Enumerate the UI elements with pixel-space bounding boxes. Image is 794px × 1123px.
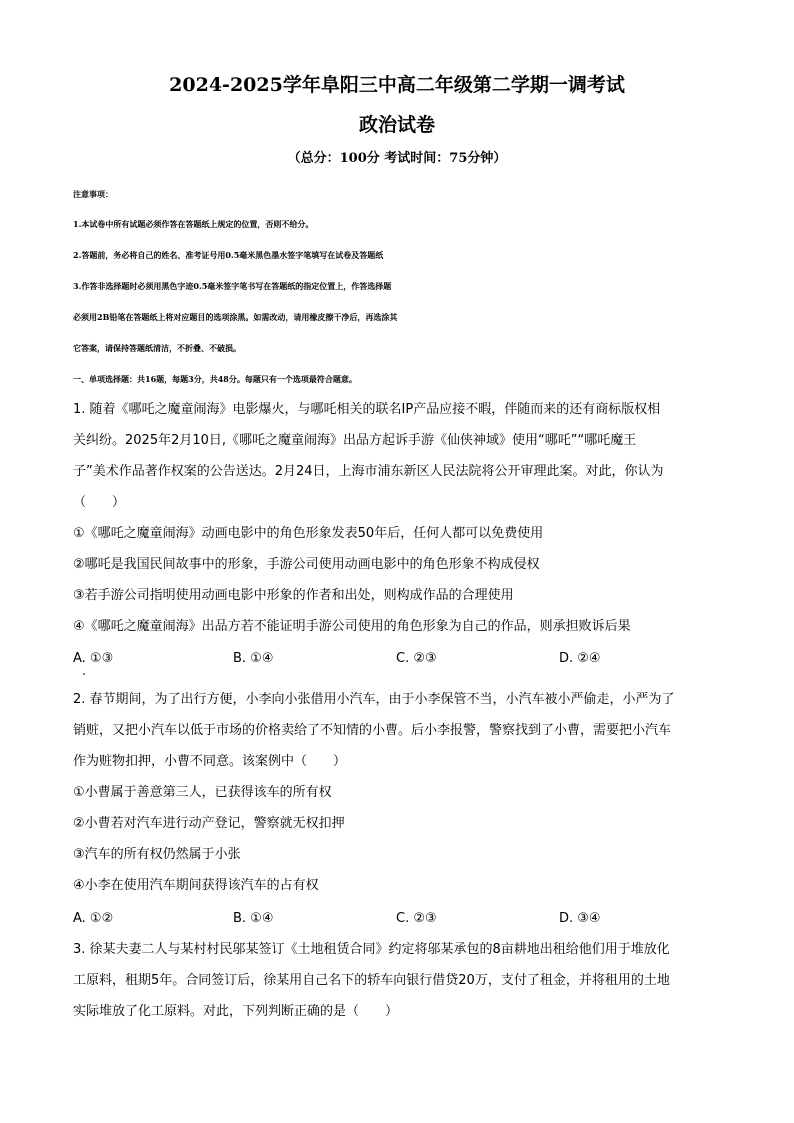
notice-line: 必须用2B铅笔在答题纸上将对应题目的选项涂黑。如需改动，请用橡皮擦干净后，再选涂其 xyxy=(73,312,398,322)
option-c: C. ②③ xyxy=(396,651,437,666)
question-1-statement: ①《哪吒之魔童闹海》动画电影中的角色形象发表50年后，任何人都可以免费使用 xyxy=(73,526,544,541)
option-a: A. ①② xyxy=(73,911,114,926)
section-heading: 一、单项选择题：共16题，每题3分，共48分。每题只有一个选项最符合题意。 xyxy=(73,374,357,384)
exam-meta: （总分：100分 考试时间：75分钟） xyxy=(287,151,507,166)
question-3-line: 3. 徐某夫妻二人与某村村民邬某签订《土地租赁合同》约定将邬某承包的8亩耕地出租给他们用于堆放化 xyxy=(73,942,670,957)
question-2-line: 作为赃物扣押，小曹不同意。该案例中（ ） xyxy=(73,754,347,769)
question-2-statement: ①小曹属于善意第三人，已获得该车的所有权 xyxy=(73,785,332,800)
option-d: D. ③④ xyxy=(559,911,601,926)
question-1-line: （ ） xyxy=(73,495,126,510)
notice-line: 1.本试卷中所有试题必须作答在答题纸上规定的位置，否则不给分。 xyxy=(73,219,314,229)
notice-line: 3.作答非选择题时必须用黑色字迹0.5毫米签字笔书写在答题纸的指定位置上，作答选择题 xyxy=(73,281,392,291)
exam-title: 2024-2025学年阜阳三中高二年级第二学期一调考试 xyxy=(169,74,625,96)
question-1-statement: ③若手游公司指明使用动画电影中形象的作者和出处，则构成作品的合理使用 xyxy=(73,588,514,603)
question-1-statement: ②哪吒是我国民间故事中的形象，手游公司使用动画电影中的角色形象不构成侵权 xyxy=(73,557,540,572)
question-1-line: 1. 随着《哪吒之魔童闹海》电影爆火，与哪吒相关的联名IP产品应接不暇，伴随而来的还有商标版权相 xyxy=(73,402,661,417)
exam-subject: 政治试卷 xyxy=(358,114,435,136)
question-2-statement: ④小李在使用汽车期间获得该汽车的占有权 xyxy=(73,878,319,893)
question-2-statement: ②小曹若对汽车进行动产登记，警察就无权扣押 xyxy=(73,816,345,831)
option-c: C. ②③ xyxy=(396,911,437,926)
notice-line: 它答案，请保持答题纸清洁，不折叠、不破损。 xyxy=(73,343,241,353)
question-3-line: 实际堆放了化工原料。对此，下列判断正确的是（ ） xyxy=(73,1004,399,1019)
option-d: D. ②④ xyxy=(559,651,601,666)
question-1-line: 关纠纷。2025年2月10日,《哪吒之魔童闹海》出品方起诉手游《仙侠神域》使用“哪吒”“哪吒魔王 xyxy=(73,433,637,448)
question-2-statement: ③汽车的所有权仍然属于小张 xyxy=(73,847,241,862)
notice-line: 2.答题前，务必将自己的姓名、准考证号用0.5毫米黑色墨水签字笔填写在试卷及答题纸 xyxy=(73,250,384,260)
question-1-statement: ④《哪吒之魔童闹海》出品方若不能证明手游公司使用的角色形象为自己的作品，则承担败诉后果 xyxy=(73,619,631,634)
scan-mark xyxy=(83,673,85,675)
option-b: B. ①④ xyxy=(233,651,274,666)
question-1-line: 子”美术作品著作权案的公告送达。2月24日，上海市浦东新区人民法院将公开审理此案。对此，你认为 xyxy=(73,464,664,479)
option-a: A. ①③ xyxy=(73,651,114,666)
notice-heading: 注意事项： xyxy=(73,189,113,199)
question-2-line: 2. 春节期间，为了出行方便，小李向小张借用小汽车，由于小李保管不当，小汽车被小严偷走，小严为了 xyxy=(73,692,675,707)
question-2-line: 销赃，又把小汽车以低于市场的价格卖给了不知情的小曹。后小李报警，警察找到了小曹，需要把小汽车 xyxy=(73,723,672,738)
question-3-line: 工原料，租期5年。合同签订后，徐某用自己名下的轿车向银行借贷20万，支付了租金，并将租用的土地 xyxy=(73,973,670,988)
option-b: B. ①④ xyxy=(233,911,274,926)
